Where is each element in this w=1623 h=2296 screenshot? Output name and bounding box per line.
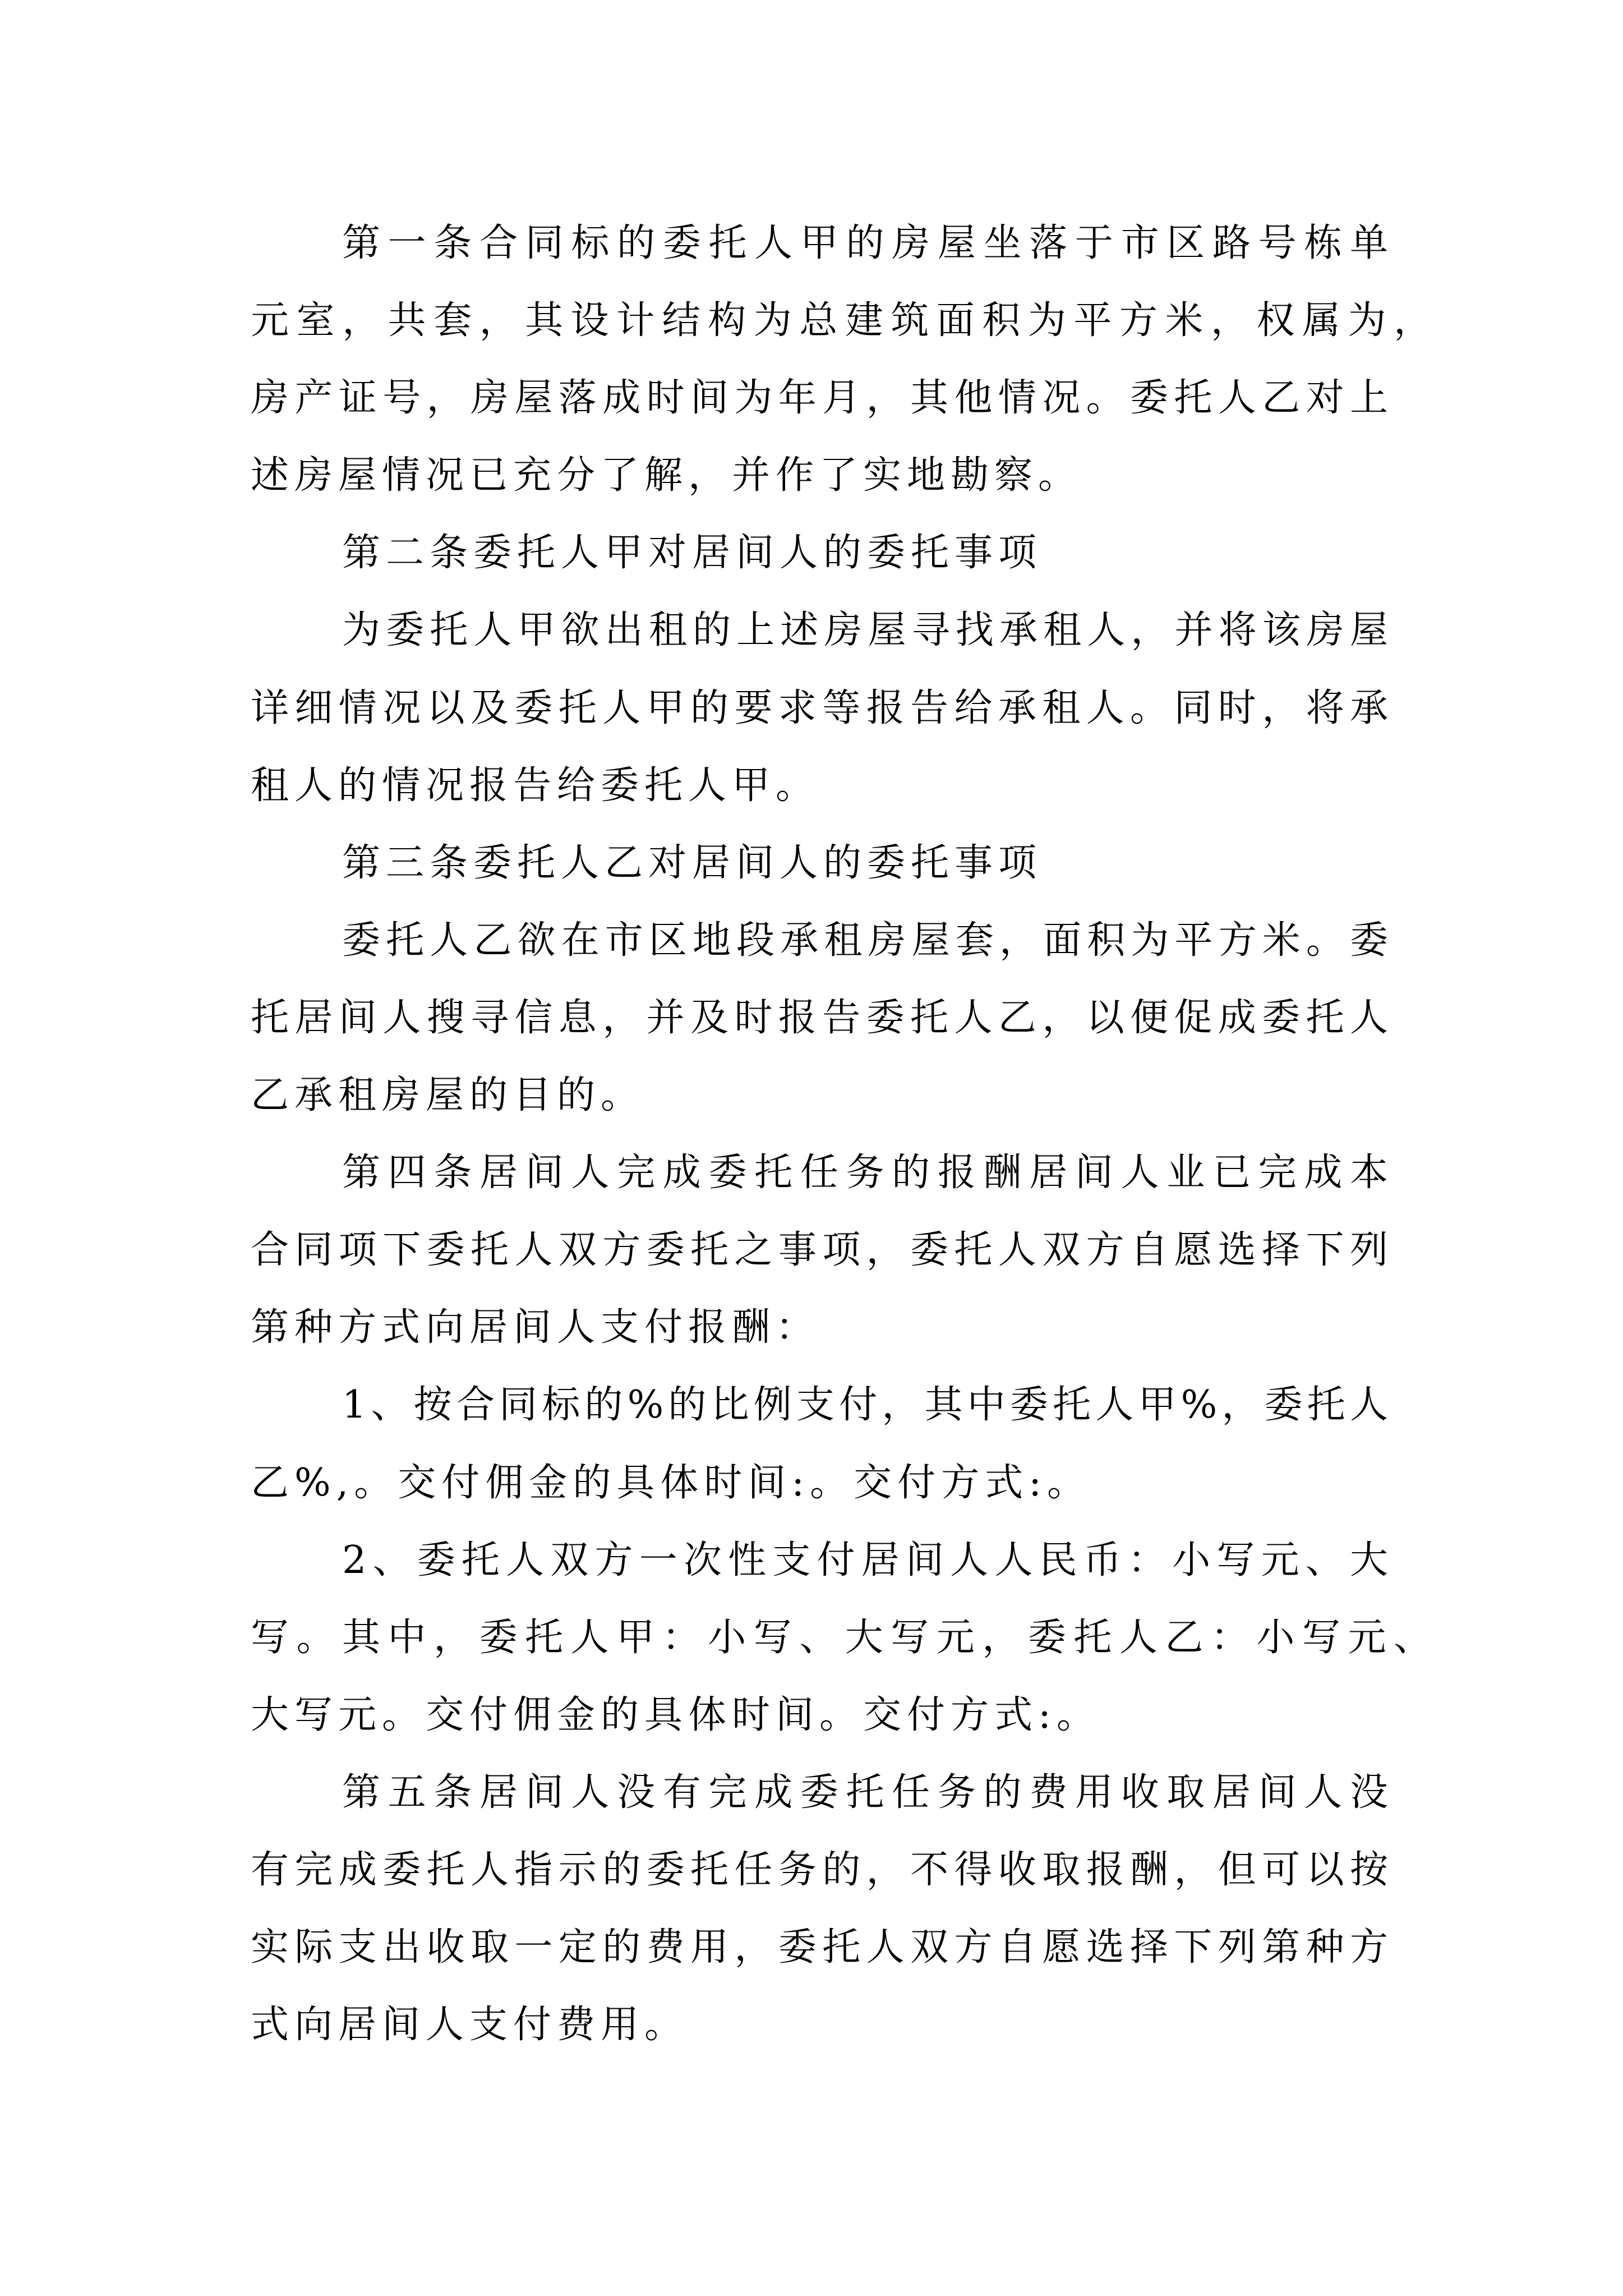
text-line: 房产证号，房屋落成时间为年月，其他情况。委托人乙对上	[251, 376, 1388, 421]
text-line: 第二条委托人甲对居间人的委托事项	[342, 531, 1043, 576]
text-line: 合同项下委托人双方委托之事项，委托人双方自愿选择下列	[251, 1228, 1388, 1273]
text-line: 元室，共套，其设计结构为总建筑面积为平方米，权属为，	[251, 298, 1432, 343]
clause-1-paragraph	[251, 205, 1432, 514]
clause-2-paragraph	[251, 592, 1388, 824]
text-line: 委托人乙欲在市区地段承租房屋套，面积为平方米。委	[342, 918, 1388, 963]
clause-5-paragraph	[251, 1754, 1388, 2064]
text-line: 式向居间人支付费用。	[251, 2003, 689, 2047]
text-line: 为委托人甲欲出租的上述房屋寻找承租人，并将该房屋	[342, 608, 1388, 653]
text-line: 第种方式向居间人支付报酬：	[251, 1305, 820, 1350]
text-line: 第五条居间人没有完成委托任务的费用收取居间人没	[342, 1770, 1388, 1815]
text-line: 大写元。交付佣金的具体时间。交付方式:。	[251, 1692, 1100, 1737]
text-line: 实际支出收取一定的费用，委托人双方自愿选择下列第种方	[251, 1925, 1388, 1970]
text-line: 乙承租房屋的目的。	[251, 1073, 645, 1118]
document-body	[251, 205, 1432, 2064]
text-line: 第一条合同标的委托人甲的房屋坐落于市区路号栋单	[342, 221, 1388, 265]
clause-2-heading	[251, 514, 1388, 592]
text-line: 托居间人搜寻信息，并及时报告委托人乙，以便促成委托人	[251, 995, 1388, 1040]
payment-option-1-paragraph	[251, 1366, 1388, 1521]
text-line: 详细情况以及委托人甲的要求等报告给承租人。同时，将承	[251, 685, 1388, 730]
text-line: 租人的情况报告给委托人甲。	[251, 763, 820, 808]
text-line: 乙%,。交付佣金的具体时间:。交付方式:。	[251, 1460, 1091, 1505]
text-line: 2、委托人双方一次性支付居间人人民币：小写元、大	[342, 1538, 1388, 1582]
payment-option-2-paragraph	[251, 1522, 1432, 1754]
clause-3-paragraph	[251, 902, 1388, 1134]
clause-4-paragraph	[251, 1134, 1388, 1366]
text-line: 1、按合同标的%的比例支付，其中委托人甲%，委托人	[342, 1383, 1388, 1428]
text-line: 第四条居间人完成委托任务的报酬居间人业已完成本	[342, 1151, 1388, 1195]
text-line: 述房屋情况已充分了解，并作了实地勘察。	[251, 453, 1082, 498]
text-line: 写。其中，委托人甲：小写、大写元，委托人乙：小写元、	[251, 1615, 1432, 1660]
text-line: 有完成委托人指示的委托任务的，不得收取报酬，但可以按	[251, 1847, 1388, 1892]
text-line: 第三条委托人乙对居间人的委托事项	[342, 840, 1043, 885]
clause-3-heading	[251, 825, 1388, 902]
